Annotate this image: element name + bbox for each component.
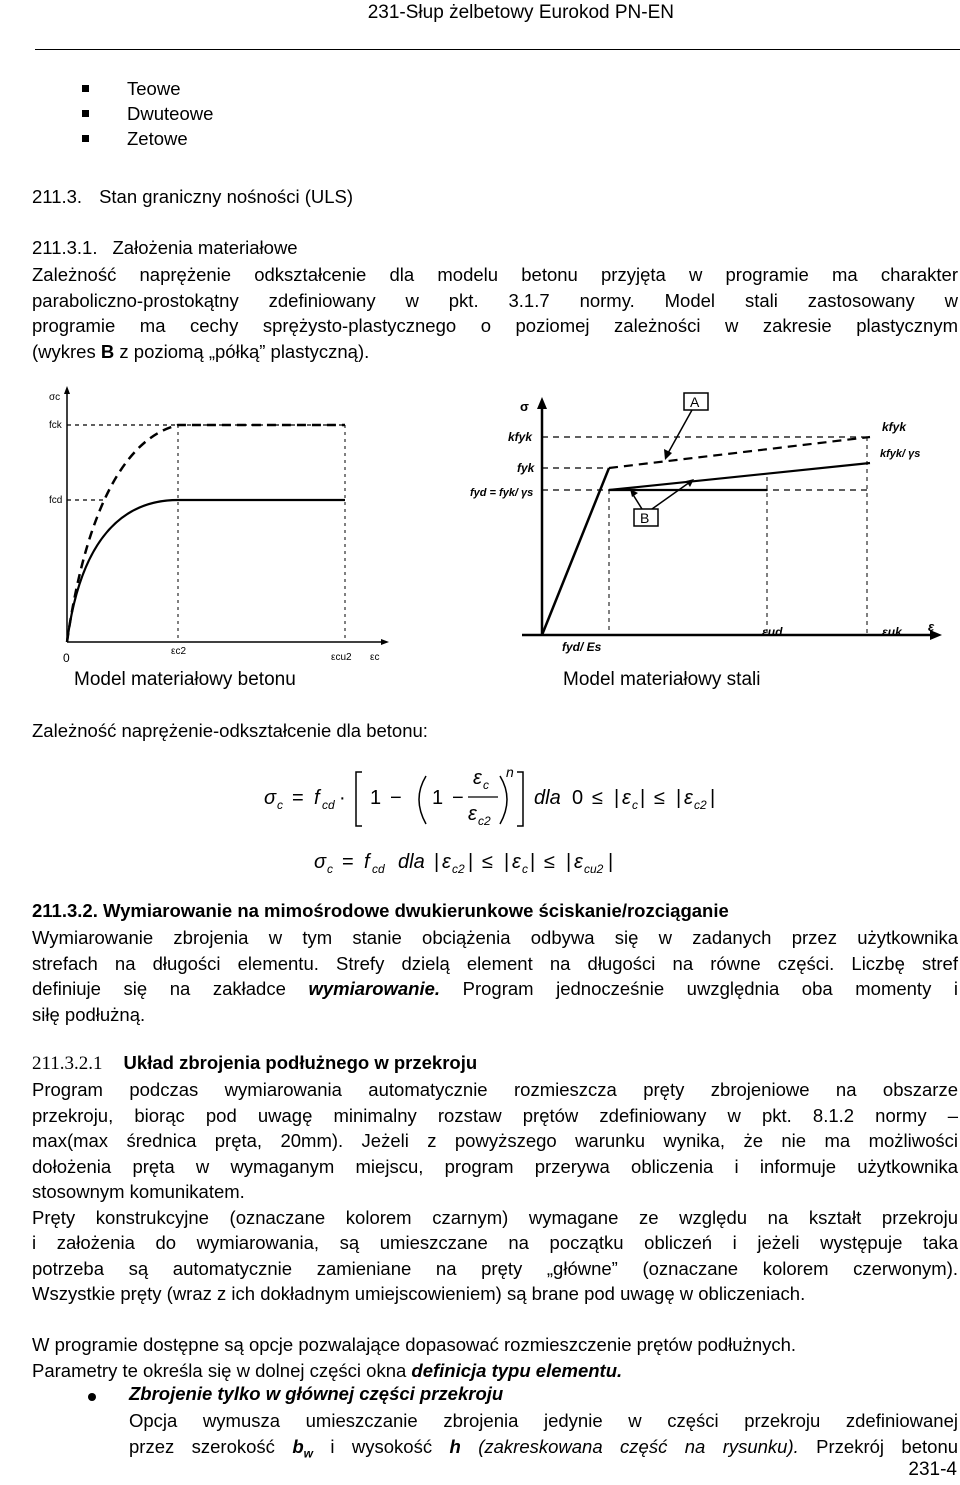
- steel-caption: Model materiałowy stali: [563, 669, 761, 690]
- svg-text:1: 1: [370, 787, 382, 809]
- origin-label: 0: [63, 651, 70, 665]
- fck-label: fck: [49, 420, 62, 431]
- kfyk-right-label: kfyk: [882, 420, 907, 434]
- sigma-label: σ: [520, 399, 529, 414]
- svg-text:|: |: [468, 851, 474, 873]
- fyd-label: fyd = fyk/ γs: [470, 487, 534, 499]
- svg-text:σ: σ: [264, 787, 277, 809]
- svg-text:1: 1: [432, 787, 444, 809]
- svg-text:|: |: [640, 787, 646, 809]
- eud-label: εud: [762, 625, 783, 639]
- svg-text:≤: ≤: [544, 851, 555, 873]
- options-paragraph: W programie dostępne są opcje pozwalające dopasować rozmieszczenie prętów podłużnych. Parametry te określa się w dolnej części okna definicja typu elementu.: [32, 1334, 797, 1381]
- page-header-title: 231-Słup żelbetowy Eurokod PN-EN: [367, 2, 674, 23]
- svg-text:f: f: [314, 787, 320, 809]
- svg-text:ε: ε: [574, 851, 583, 873]
- option-title: Zbrojenie tylko w głównej części przekroju: [129, 1383, 504, 1404]
- svg-text:|: |: [608, 851, 614, 873]
- svg-text:|: |: [504, 851, 510, 873]
- svg-text:c2: c2: [452, 862, 465, 876]
- square-bullet-icon: [82, 85, 89, 92]
- svg-text:|: |: [676, 787, 682, 809]
- concrete-caption: Model materiałowy betonu: [74, 669, 296, 690]
- sigma-c-label: σc: [49, 392, 61, 403]
- svg-text:|: |: [530, 851, 536, 873]
- square-bullet-icon: [82, 135, 89, 142]
- reinforcement-layout-paragraph: Program podczas wymiarowania automatycznie rozmieszcza pręty zbrojeniowe na obszarze przekroju, biorąc pod uwagę minimalny rozstaw prętów zdefiniowany w pkt. 8.1.2 normy – max(max średnica pręta, 20mm). Jeżeli z powyższego warunku wynika, że nie ma możliwości dołożenia pręta w wymaganym miejscu, program przerywa obliczenia i informuje użytkownika stosownym komunikatem. Pręty konstrukcyjne (oznaczane kolorem czarnym) wymagane ze względu na kształt przekroju i założenia do wymiarowania, są umieszczane na początku obliczeń i jeżeli występuje taka potrzeba są automatycznie zamieniane na pręty „główne” (oznaczane kolorem czerwonym). Wszystkie pręty (wraz z ich dokładnym umiejscowieniem) są brane pod uwagę w obliczeniach.: [32, 1079, 958, 1304]
- svg-text:n: n: [506, 764, 514, 780]
- svg-text:ε: ε: [442, 851, 451, 873]
- svg-text:c: c: [522, 862, 528, 876]
- ec-axis-label: εc: [370, 652, 380, 663]
- svg-text:c: c: [327, 862, 333, 876]
- svg-text:dla: dla: [534, 787, 561, 809]
- label-B: B: [640, 510, 650, 526]
- concrete-parabola-formula: [262, 762, 732, 832]
- svg-text:=: =: [342, 851, 354, 873]
- svg-text:c: c: [632, 798, 638, 812]
- materials-paragraph: Zależność naprężenie odkształcenie dla modelu betonu przyjęta w programie ma charakter paraboliczno-prostokątny zdefiniowany w pkt. 3.1.7 normy. Model stali zastosowany w programie ma cechy sprężysto-plastycznego o poziomej zależności w zakresie plastycznym (wykres B z poziomą „półką” plastyczną).: [32, 264, 958, 362]
- square-bullet-icon: [82, 110, 89, 117]
- concrete-stress-strain-diagram: [35, 380, 395, 670]
- svg-text:≤: ≤: [654, 787, 665, 809]
- bullet-item: Dwuteowe: [82, 103, 213, 125]
- fyk-label: fyk: [517, 461, 535, 475]
- formula-intro: Zależność naprężenie-odkształcenie dla betonu:: [32, 720, 428, 741]
- svg-text:−: −: [452, 787, 464, 809]
- label-A: A: [690, 394, 700, 410]
- svg-text:c2: c2: [478, 814, 491, 828]
- subsubsection-heading: 211.3.2.1 Układ zbrojenia podłużnego w przekroju: [32, 1052, 478, 1074]
- steel-stress-strain-diagram: [462, 385, 952, 655]
- svg-text:σ: σ: [314, 851, 327, 873]
- svg-text:|: |: [614, 787, 620, 809]
- svg-text:dla: dla: [398, 851, 425, 873]
- svg-text:=: =: [292, 787, 304, 809]
- ecu2-label: εcu2: [331, 652, 352, 663]
- svg-text:c: c: [277, 798, 283, 812]
- svg-text:0: 0: [572, 787, 584, 809]
- svg-text:|: |: [434, 851, 440, 873]
- bullet-item: Teowe: [82, 78, 180, 100]
- svg-text:ε: ε: [473, 767, 482, 789]
- bullet-item: Zetowe: [82, 128, 188, 150]
- kfyk-gamma-label: kfyk/ γs: [880, 448, 921, 460]
- header-rule: [35, 49, 960, 50]
- subsection-heading: 211.3.2. Wymiarowanie na mimośrodowe dwukierunkowe ściskanie/rozciąganie: [32, 900, 729, 921]
- subsection-heading: 211.3.1. Założenia materiałowe: [32, 237, 298, 258]
- fcd-label: fcd: [49, 495, 63, 506]
- round-bullet-icon: [88, 1385, 100, 1401]
- svg-text:·: ·: [339, 787, 346, 809]
- svg-text:ε: ε: [684, 787, 693, 809]
- svg-text:c: c: [483, 778, 489, 792]
- ec2-label: εc2: [171, 646, 187, 657]
- svg-text:c2: c2: [694, 798, 707, 812]
- svg-text:f: f: [364, 851, 370, 873]
- svg-text:cd: cd: [372, 862, 385, 876]
- section-heading: 211.3. Stan graniczny nośności (ULS): [32, 186, 354, 207]
- svg-text:cu2: cu2: [584, 862, 604, 876]
- svg-text:cd: cd: [322, 798, 335, 812]
- svg-text:ε: ε: [468, 803, 477, 825]
- option-description: Opcja wymusza umieszczanie zbrojenia jedynie w części przekroju zdefiniowanej przez szerokość $b_w$ i wysokość h (zakreskowana część na rysunku). Przekrój betonu: [129, 1410, 959, 1461]
- svg-text:≤: ≤: [482, 851, 493, 873]
- svg-text:−: −: [390, 787, 402, 809]
- page-number: 231-4: [908, 1459, 957, 1480]
- kfyk-label: kfyk: [508, 430, 533, 444]
- epsilon-axis-label: ε: [928, 619, 935, 634]
- svg-text:|: |: [566, 851, 572, 873]
- fyd-es-label: fyd/ Es: [562, 640, 602, 654]
- svg-text:ε: ε: [622, 787, 631, 809]
- svg-text:≤: ≤: [592, 787, 603, 809]
- euk-label: εuk: [882, 625, 902, 639]
- concrete-plateau-formula: [312, 842, 662, 880]
- svg-text:ε: ε: [512, 851, 521, 873]
- dimensioning-paragraph: Wymiarowanie zbrojenia w tym stanie obciążenia odbywa się w zadanych przez użytkownika strefach na długości elementu. Strefy dzielą element na długości na równe części. Liczbę stref definiuje się na zakładce wymiarowanie. Program jednocześnie uwzględnia oba momenty i siłę podłużną.: [32, 927, 959, 1025]
- svg-text:|: |: [710, 787, 716, 809]
